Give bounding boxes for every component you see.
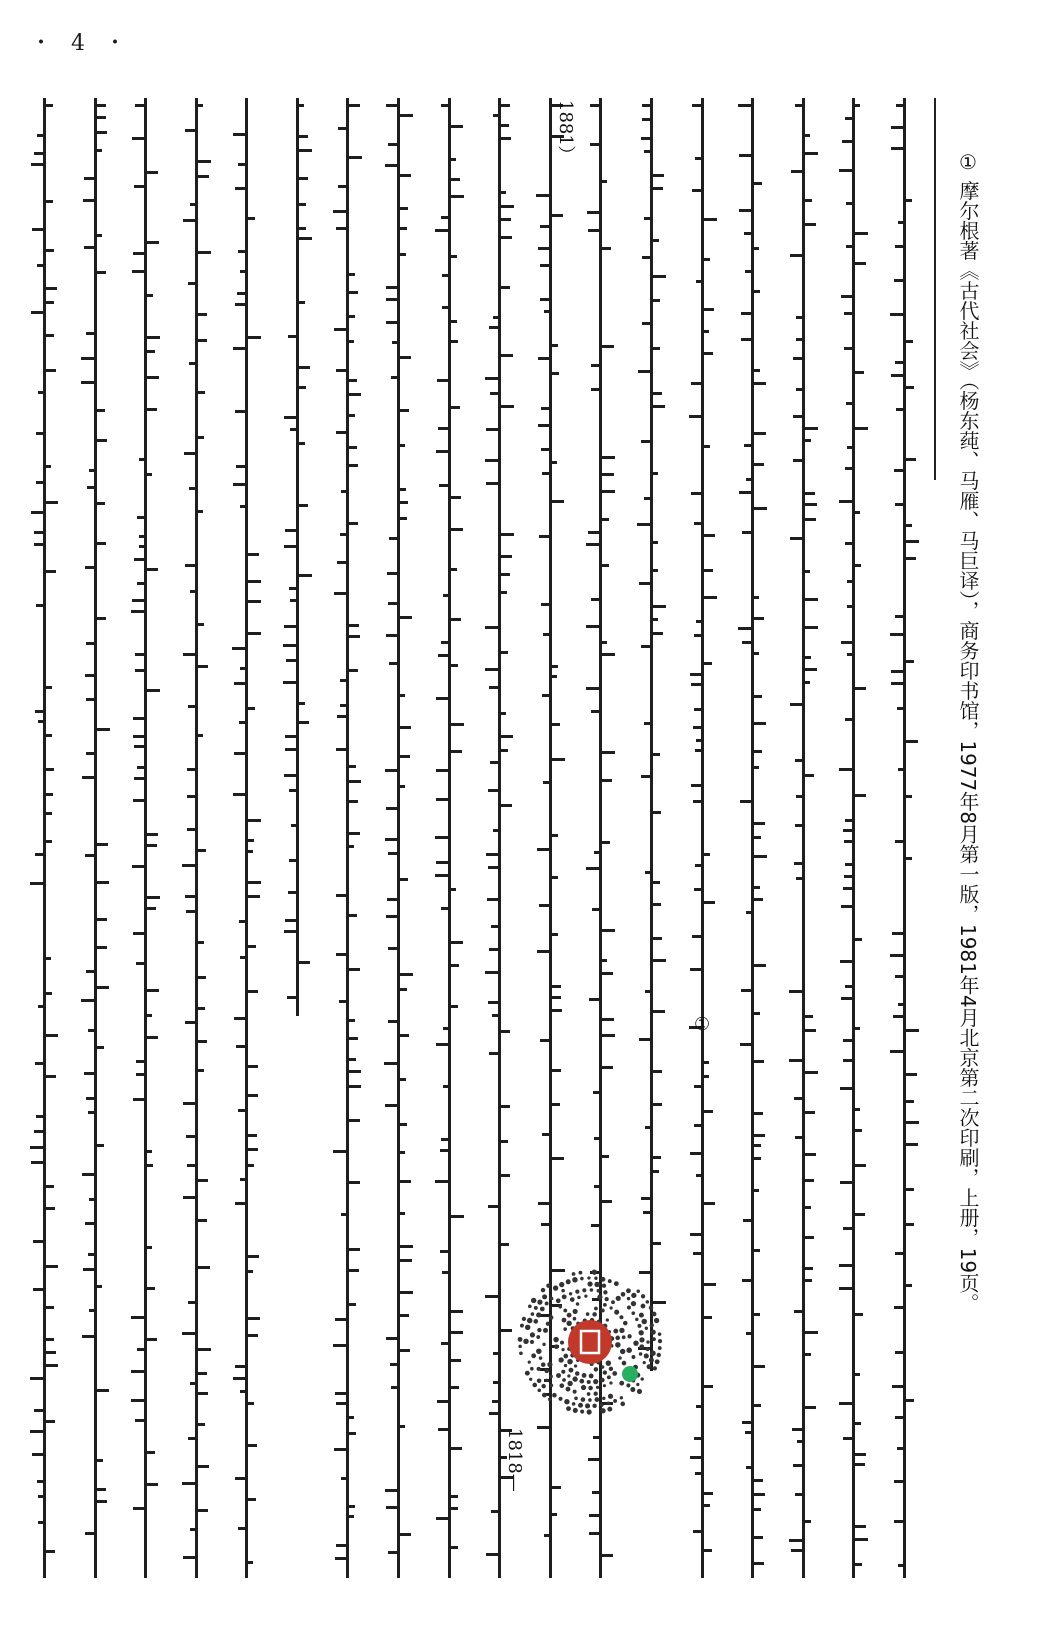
mongolian-column: [333, 98, 363, 1578]
qr-dot: [561, 1348, 564, 1351]
qr-dot: [626, 1383, 630, 1387]
qr-dot: [609, 1306, 612, 1309]
qr-dot: [603, 1370, 607, 1374]
qr-dot: [606, 1360, 611, 1365]
qr-dot: [644, 1353, 649, 1358]
qr-dot: [531, 1298, 536, 1303]
qr-dot: [633, 1340, 638, 1345]
qr-dot: [549, 1315, 554, 1320]
qr-dot: [575, 1289, 579, 1293]
qr-dot: [602, 1284, 606, 1288]
qr-dot: [615, 1336, 620, 1341]
qr-dot: [622, 1361, 627, 1366]
qr-dot: [650, 1350, 655, 1355]
qr-code-graphic: [512, 1264, 668, 1420]
footnote-reference: ①: [694, 1014, 711, 1035]
qr-dot: [537, 1378, 542, 1383]
qr-dot: [602, 1397, 605, 1400]
qr-dot: [559, 1305, 562, 1308]
qr-dot: [585, 1403, 590, 1408]
qr-dot: [537, 1328, 541, 1332]
qr-dot: [520, 1324, 524, 1328]
qr-dot: [587, 1276, 590, 1279]
qr-dot: [566, 1321, 571, 1326]
qr-dot: [658, 1339, 662, 1343]
qr-dot: [580, 1277, 584, 1281]
qr-dot: [592, 1269, 597, 1274]
qr-dot: [631, 1301, 636, 1306]
qr-dot: [528, 1361, 531, 1364]
qr-dot: [547, 1362, 552, 1367]
qr-dot: [530, 1332, 535, 1337]
qr-dot: [563, 1309, 567, 1313]
qr-dot: [550, 1297, 554, 1301]
qr-dot: [596, 1386, 599, 1389]
qr-dot: [592, 1404, 596, 1408]
qr-dot: [534, 1306, 538, 1310]
qr-dot: [530, 1340, 534, 1344]
qr-dot: [612, 1371, 617, 1376]
qr-dot: [603, 1303, 607, 1307]
qr-dot: [552, 1393, 557, 1398]
qr-dot: [533, 1319, 538, 1324]
mongolian-column: [839, 98, 869, 1578]
qr-dot: [575, 1371, 579, 1375]
qr-dot: [609, 1381, 612, 1384]
qr-dot: [569, 1292, 572, 1295]
qr-dot: [622, 1335, 626, 1339]
qr-dot: [594, 1392, 598, 1396]
qr-dot: [589, 1374, 594, 1379]
qr-dot: [600, 1378, 604, 1382]
qr-dot: [603, 1290, 607, 1294]
qr-dot: [573, 1408, 578, 1413]
mongolian-column: [738, 98, 768, 1578]
qr-dot: [573, 1309, 578, 1314]
qr-dot: [582, 1288, 586, 1292]
qr-dot: [640, 1377, 643, 1380]
book-logo-badge: [568, 1320, 612, 1364]
qr-dot: [519, 1351, 523, 1355]
qr-dot: [615, 1342, 620, 1347]
qr-dot: [600, 1408, 605, 1413]
qr-dot: [573, 1390, 577, 1394]
qr-dot: [527, 1318, 533, 1324]
qr-dot: [558, 1357, 563, 1362]
qr-dot: [572, 1402, 576, 1406]
qr-dot: [528, 1304, 532, 1308]
qr-dot: [559, 1282, 564, 1287]
qr-dot: [653, 1366, 657, 1370]
qr-dot: [523, 1339, 528, 1344]
qr-dot: [650, 1323, 654, 1327]
qr-dot: [522, 1317, 526, 1321]
qr-dot: [597, 1294, 602, 1299]
qr-dot: [646, 1340, 649, 1343]
qr-dot: [607, 1375, 611, 1379]
qr-dot: [541, 1384, 545, 1388]
qr-dot: [531, 1312, 535, 1316]
qr-dot: [652, 1337, 656, 1341]
qr-dot: [562, 1294, 567, 1299]
mongolian-column: [890, 98, 920, 1578]
mongolian-column: [485, 98, 515, 1578]
mongolian-column: [30, 98, 60, 1578]
qr-dot: [586, 1312, 590, 1316]
mongolian-column: [81, 98, 111, 1578]
qr-dot: [588, 1398, 592, 1402]
qr-dot: [545, 1302, 549, 1306]
qr-dot: [536, 1335, 540, 1339]
qr-dot: [637, 1389, 642, 1394]
qr-dot: [642, 1319, 648, 1325]
qr-dot: [570, 1297, 575, 1302]
qr-dot: [587, 1392, 591, 1396]
qr-dot: [639, 1337, 644, 1342]
qr-dot: [606, 1318, 609, 1321]
qr-dot: [607, 1401, 611, 1405]
qr-dot: [609, 1367, 613, 1371]
qr-dot: [657, 1353, 661, 1357]
qr-dot: [584, 1295, 587, 1298]
qr-dot: [578, 1403, 583, 1408]
qr-dot: [627, 1306, 631, 1310]
qr-dot: [537, 1300, 542, 1305]
qr-dot: [566, 1406, 571, 1411]
footnote-rule: [934, 98, 936, 480]
qr-dot: [536, 1348, 541, 1353]
qr-dot: [645, 1327, 648, 1330]
qr-dot: [587, 1380, 591, 1384]
qr-dot: [620, 1349, 625, 1354]
qr-dot: [639, 1330, 644, 1335]
qr-dot: [564, 1364, 567, 1367]
qr-dot: [567, 1374, 570, 1377]
qr-dot: [619, 1381, 624, 1386]
mongolian-text-block: [30, 98, 920, 1578]
qr-dot: [558, 1397, 562, 1401]
qr-dot: [576, 1302, 579, 1305]
qr-dot: [579, 1379, 584, 1384]
qr-dot: [546, 1322, 550, 1326]
qr-dot: [556, 1373, 561, 1378]
qr-dot: [658, 1332, 662, 1336]
qr-dot: [572, 1277, 578, 1283]
qr-dot: [566, 1279, 571, 1284]
qr-dot: [645, 1347, 649, 1351]
qr-dot: [556, 1298, 561, 1303]
qr-dot: [652, 1312, 657, 1317]
qr-dot: [594, 1367, 599, 1372]
qr-dot: [607, 1407, 612, 1412]
qr-dot: [568, 1368, 573, 1373]
qr-dot: [658, 1346, 662, 1350]
qr-dot: [562, 1378, 566, 1382]
qr-dot: [541, 1362, 546, 1367]
qr-dot: [560, 1341, 564, 1345]
qr-dot: [564, 1399, 569, 1404]
qr-dot: [643, 1361, 646, 1364]
qr-dot: [654, 1318, 659, 1323]
footnote: ① 摩尔根著《古代社会》（杨东莼、马雁、马巨译），商务印书馆，1977年8月第一版，1981年4月北京第二次印刷，上册，19页。: [956, 150, 980, 1314]
qr-dot: [542, 1294, 547, 1299]
qr-dot: [627, 1334, 631, 1338]
qr-dot: [592, 1312, 597, 1317]
qr-dot: [655, 1359, 660, 1364]
qr-dot: [588, 1386, 593, 1391]
qr-dot: [572, 1376, 577, 1381]
qr-dot: [573, 1317, 577, 1321]
qr-dot: [631, 1311, 635, 1315]
qr-dot: [559, 1383, 564, 1388]
qr-dot: [594, 1282, 599, 1287]
qr-dot: [567, 1359, 573, 1365]
qr-dot: [603, 1384, 606, 1387]
qr-dot: [541, 1288, 545, 1292]
qr-dot: [594, 1397, 599, 1402]
qr-dot: [594, 1307, 598, 1311]
qr-dot: [651, 1330, 656, 1335]
qr-dot: [623, 1321, 628, 1326]
qr-dot: [646, 1300, 650, 1304]
qr-dot: [608, 1279, 612, 1283]
qr-dot: [574, 1364, 577, 1367]
qr-dot: [594, 1277, 597, 1280]
mongolian-column: [283, 98, 313, 1578]
qr-dot: [539, 1356, 542, 1359]
qr-dot: [548, 1398, 552, 1402]
qr-dot: [587, 1281, 592, 1286]
qr-dot: [611, 1300, 615, 1304]
mongolian-column: [789, 98, 819, 1578]
qr-dot: [631, 1293, 636, 1298]
qr-dot: [600, 1403, 604, 1407]
qr-dot: [641, 1294, 645, 1298]
qr-dot: [563, 1354, 568, 1359]
qr-dot: [554, 1344, 559, 1349]
qr-dot: [601, 1309, 605, 1313]
qr-dot: [529, 1378, 532, 1381]
qr-dot: [587, 1409, 592, 1414]
qr-dot: [613, 1399, 617, 1403]
qr-dot: [562, 1318, 567, 1323]
qr-dot: [614, 1281, 619, 1286]
qr-dot: [590, 1288, 593, 1291]
qr-dot: [530, 1367, 534, 1371]
qr-dot: [563, 1327, 567, 1331]
qr-dot: [616, 1296, 621, 1301]
link-icon: [622, 1366, 638, 1382]
mongolian-column: [182, 98, 212, 1578]
qr-dot: [549, 1375, 553, 1379]
qr-dot: [639, 1344, 644, 1349]
qr-dot: [637, 1324, 641, 1328]
mongolian-column: [131, 98, 161, 1578]
qr-dot: [581, 1397, 586, 1402]
qr-dot: [639, 1313, 644, 1318]
qr-dot: [618, 1356, 622, 1360]
qr-dot: [621, 1292, 626, 1297]
qr-dot: [620, 1402, 625, 1407]
qr-dot: [553, 1285, 558, 1290]
qr-dot: [649, 1358, 654, 1363]
qr-dot: [532, 1383, 537, 1388]
inline-year-1818: 1818—: [504, 1428, 525, 1492]
qr-dot: [581, 1385, 586, 1390]
qr-dot: [518, 1345, 522, 1349]
qr-code[interactable]: [512, 1264, 668, 1420]
qr-dot: [536, 1312, 541, 1317]
qr-dot: [537, 1367, 541, 1371]
qr-dot: [567, 1313, 572, 1318]
qr-dot: [630, 1387, 635, 1392]
mongolian-column: [384, 98, 414, 1578]
qr-dot: [537, 1388, 541, 1392]
qr-dot: [543, 1328, 548, 1333]
qr-dot: [544, 1369, 549, 1374]
qr-dot: [572, 1272, 576, 1276]
qr-dot: [632, 1355, 636, 1359]
mongolian-column: [435, 98, 465, 1578]
qr-dot: [636, 1383, 639, 1386]
qr-dot: [593, 1379, 598, 1384]
qr-dot: [613, 1329, 618, 1334]
qr-dot: [626, 1288, 631, 1293]
qr-dot: [641, 1304, 646, 1309]
qr-dot: [566, 1387, 571, 1392]
qr-dot: [542, 1393, 547, 1398]
qr-dot: [626, 1347, 632, 1353]
mongolian-column: [232, 98, 262, 1578]
qr-dot: [561, 1370, 565, 1374]
qr-dot: [649, 1306, 653, 1310]
inline-year-1881: 1881）: [555, 100, 576, 164]
qr-dot: [627, 1297, 630, 1300]
qr-dot: [614, 1310, 619, 1315]
qr-dot: [545, 1379, 549, 1383]
qr-dot: [620, 1396, 623, 1399]
qr-dot: [605, 1297, 609, 1301]
qr-dot: [546, 1283, 550, 1287]
qr-dot: [601, 1365, 605, 1369]
qr-dot: [561, 1289, 565, 1293]
qr-dot: [580, 1409, 584, 1413]
qr-dot: [525, 1371, 530, 1376]
qr-dot: [540, 1307, 545, 1312]
qr-dot: [550, 1384, 553, 1387]
qr-dot: [518, 1337, 523, 1342]
qr-dot: [619, 1315, 623, 1319]
qr-dot: [577, 1296, 581, 1300]
qr-dot: [531, 1353, 536, 1358]
qr-dot: [597, 1289, 601, 1293]
qr-dot: [578, 1271, 582, 1275]
qr-dot: [542, 1343, 545, 1346]
qr-dot: [635, 1318, 638, 1321]
qr-dot: [574, 1396, 578, 1400]
qr-dot: [647, 1364, 652, 1369]
qr-dot: [567, 1381, 572, 1386]
qr-dot: [525, 1325, 530, 1330]
qr-dot: [582, 1373, 587, 1378]
page-number: ・ 4 ・: [30, 31, 132, 56]
qr-dot: [639, 1352, 642, 1355]
qr-dot: [601, 1277, 606, 1282]
qr-dot: [553, 1337, 558, 1342]
mongolian-column: [688, 98, 718, 1578]
qr-dot: [619, 1328, 624, 1333]
qr-dot: [636, 1290, 639, 1293]
qr-dot: [608, 1394, 613, 1399]
